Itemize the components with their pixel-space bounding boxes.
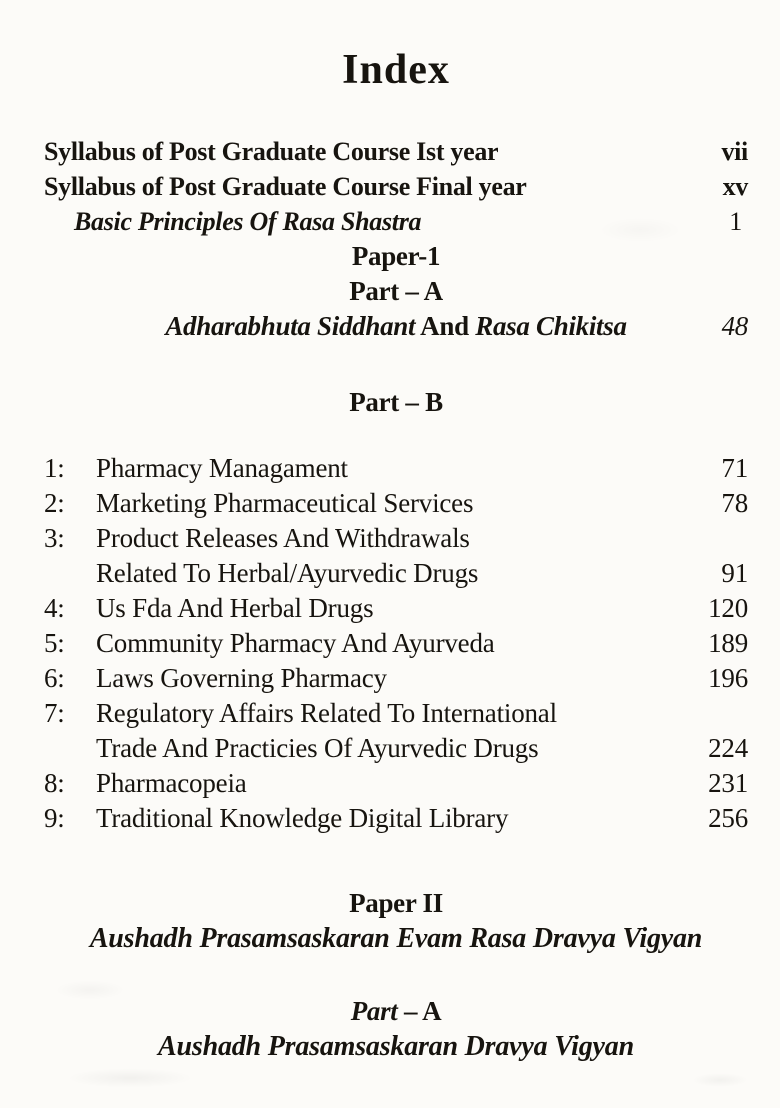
front-entry-page-number: vii [721, 137, 748, 166]
chapter-row [44, 591, 748, 626]
part-a-entry [44, 309, 748, 344]
chapter-page-number: 120 [708, 593, 748, 623]
entry-page-number: 48 [721, 311, 748, 341]
front-entry-syllabus-1st [44, 134, 748, 169]
chapter-title: Community Pharmacy And Ayurveda [96, 628, 495, 658]
chapter-number: 4: [44, 593, 65, 623]
chapter-number: 5: [44, 628, 65, 658]
chapter-page-number: 231 [708, 768, 748, 798]
chapter-page-number: 189 [708, 628, 748, 658]
front-entry-label: Syllabus of Post Graduate Course Final year [44, 172, 527, 201]
chapter-title-line2: Trade And Practicies Of Ayurvedic Drugs [96, 733, 539, 763]
front-matter-list [44, 134, 748, 239]
chapter-number: 7: [44, 698, 65, 728]
paper2-part-a-heading [44, 994, 748, 1029]
paper1-part-a-heading: Part – A [349, 276, 443, 306]
chapter-page-number: 71 [721, 453, 748, 483]
chapter-row [44, 766, 748, 801]
part-a-word: Part [350, 996, 398, 1026]
chapter-row [44, 626, 748, 661]
front-entry-page-number: 1 [729, 207, 742, 236]
part-a-rest: – A [397, 996, 442, 1026]
chapter-title: Marketing Pharmaceutical Services [96, 488, 474, 518]
chapter-row [44, 451, 748, 486]
entry-title-italic: Rasa Chikitsa [475, 311, 627, 341]
chapter-number: 3: [44, 523, 65, 553]
paper2-subtitle: Aushadh Prasamsaskaran Evam Rasa Dravya Vigyan [89, 923, 703, 954]
paper2-heading: Paper II [349, 888, 443, 918]
chapter-page-number: 224 [708, 733, 748, 763]
chapter-title: Us Fda And Herbal Drugs [96, 593, 374, 623]
chapter-title-line2: Related To Herbal/Ayurvedic Drugs [96, 558, 479, 588]
paper2-part-a-subtitle: Aushadh Prasamsaskaran Dravya Vigyan [158, 1031, 634, 1062]
chapter-number: 2: [44, 488, 65, 518]
paper1-heading: Paper-1 [351, 241, 441, 271]
chapter-row [44, 521, 748, 591]
chapter-title: Traditional Knowledge Digital Library [96, 803, 509, 833]
front-entry-label: Basic Principles Of Rasa Shastra [74, 207, 422, 236]
chapter-page-number: 78 [721, 488, 748, 518]
chapter-title: Pharmacopeia [96, 768, 247, 798]
front-entry-label: Syllabus of Post Graduate Course Ist year [44, 137, 499, 166]
chapter-row [44, 486, 748, 521]
chapter-number: 9: [44, 803, 65, 833]
part-b-chapter-list [44, 451, 748, 836]
chapter-title: Pharmacy Managament [96, 453, 348, 483]
front-entry-syllabus-final [44, 169, 748, 204]
front-entry-basic-principles [44, 204, 748, 239]
chapter-number: 8: [44, 768, 65, 798]
chapter-title: Product Releases And Withdrawals [96, 523, 470, 553]
chapter-page-number: 91 [721, 558, 748, 588]
entry-title-upright: And [415, 311, 476, 341]
page-title: Index [342, 47, 450, 93]
chapter-title: Laws Governing Pharmacy [96, 663, 387, 693]
chapter-page-number: 256 [708, 803, 748, 833]
chapter-page-number: 196 [708, 663, 748, 693]
front-entry-page-number: xv [722, 172, 748, 201]
chapter-row [44, 661, 748, 696]
chapter-row [44, 801, 748, 836]
chapter-title: Regulatory Affairs Related To International [96, 698, 557, 728]
paper1-part-b-heading: Part – B [349, 387, 443, 417]
chapter-number: 6: [44, 663, 65, 693]
chapter-row [44, 696, 748, 766]
chapter-number: 1: [44, 453, 65, 483]
entry-title-italic: Adharabhuta Siddhant [165, 311, 416, 341]
